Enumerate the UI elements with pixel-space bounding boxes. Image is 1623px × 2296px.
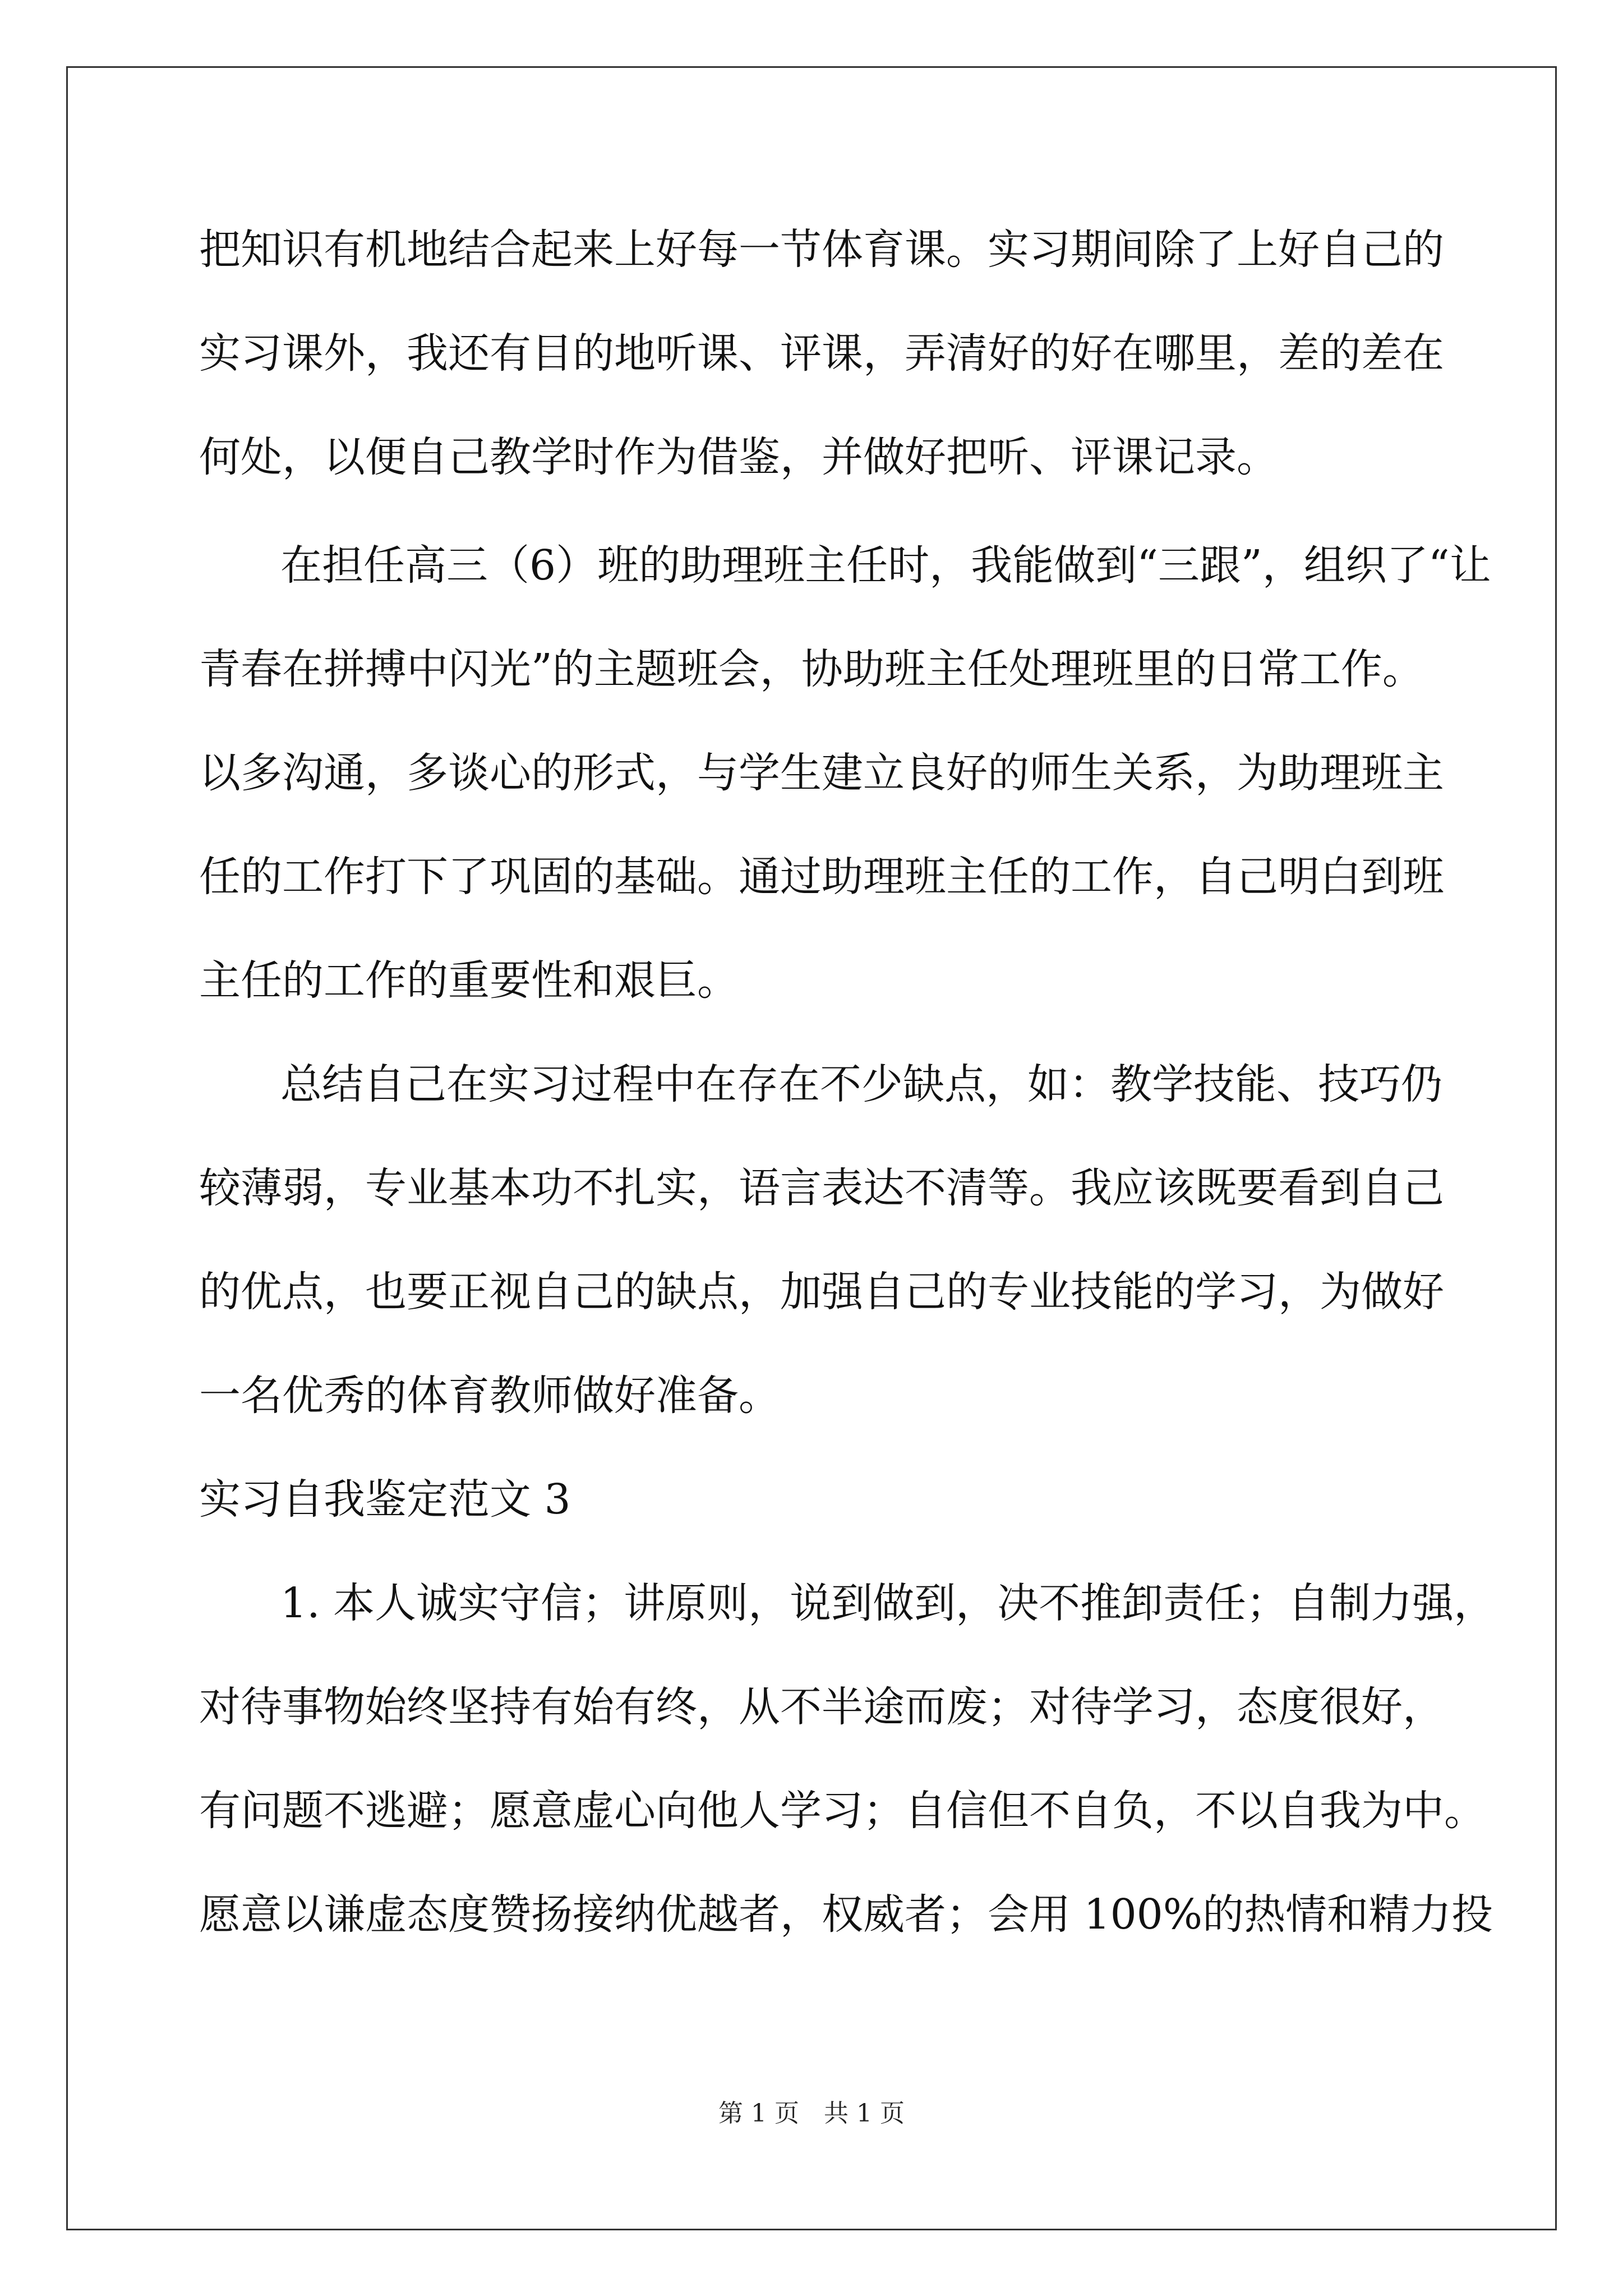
text-line: 对待事物始终坚持有始有终，从不半途而废；对待学习，态度很好， — [199, 1683, 1444, 1731]
text-line: 以多沟通，多谈心的形式，与学生建立良好的师生关系，为助理班主 — [199, 749, 1444, 797]
text-line: 的优点，也要正视自己的缺点，加强自己的专业技能的学习，为做好 — [199, 1268, 1444, 1316]
text-line: 愿意以谦虚态度赞扬接纳优越者，权威者；会用 100%的热情和精力投 — [199, 1890, 1493, 1939]
text-line: 任的工作打下了巩固的基础。通过助理班主任的工作，自己明白到班 — [199, 853, 1444, 901]
page-number-footer: 第 1 页 共 1 页 — [718, 2099, 905, 2128]
text-line: 较薄弱，专业基本功不扎实，语言表达不清等。我应该既要看到自己 — [199, 1164, 1444, 1212]
text-line: 一名优秀的体育教师做好准备。 — [199, 1372, 780, 1420]
paragraph-first-line: 在担任高三（6）班的助理班主任时，我能做到“三跟”，组织了“让 — [280, 541, 1491, 590]
text-line: 何处，以便自己教学时作为借鉴，并做好把听、评课记录。 — [199, 433, 1278, 481]
text-line: 把知识有机地结合起来上好每一节体育课。实习期间除了上好自己的 — [199, 226, 1444, 274]
paragraph-first-line: 总结自己在实习过程中在存在不少缺点，如：教学技能、技巧仍 — [280, 1060, 1442, 1108]
text-line: 实习课外，我还有目的地听课、评课，弄清好的好在哪里，差的差在 — [199, 329, 1444, 378]
paragraph-first-line: 1. 本人诚实守信；讲原则，说到做到，决不推卸责任；自制力强， — [280, 1579, 1496, 1627]
text-line: 有问题不逃避；愿意虚心向他人学习；自信但不自负，不以自我为中。 — [199, 1787, 1486, 1835]
text-line: 青春在拼搏中闪光”的主题班会，协助班主任处理班里的日常工作。 — [199, 645, 1424, 693]
section-heading: 实习自我鉴定范文 3 — [199, 1475, 571, 1524]
text-line: 主任的工作的重要性和艰巨。 — [199, 956, 739, 1005]
